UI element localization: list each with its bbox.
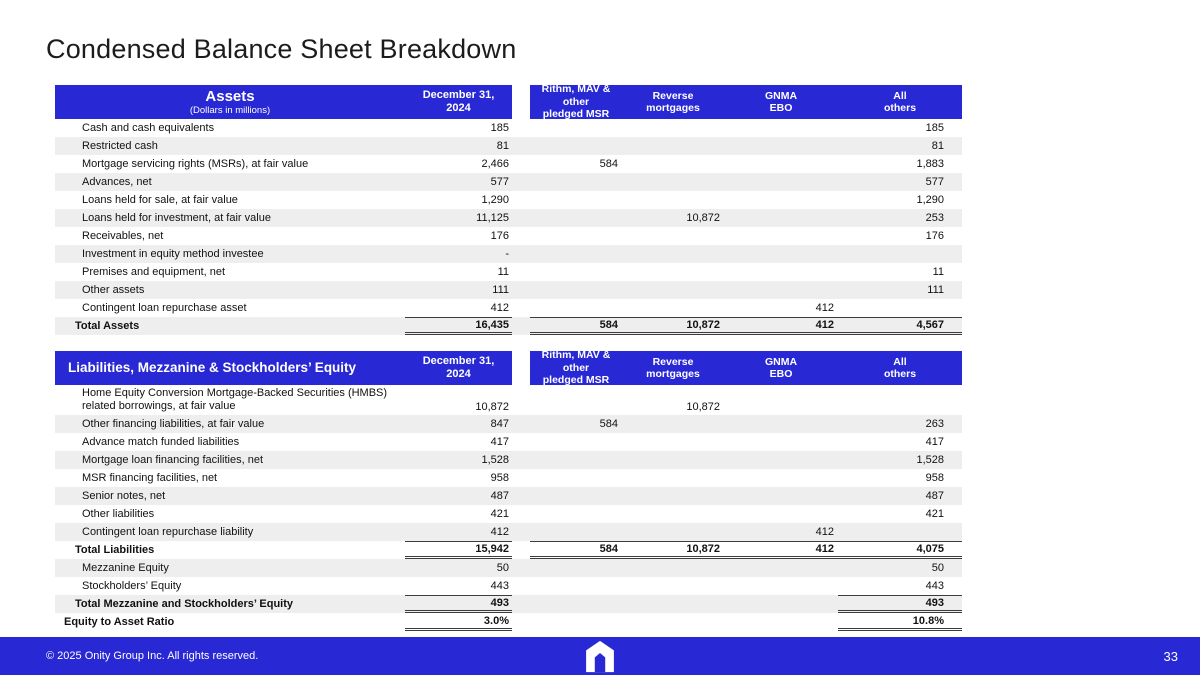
cell-value: 493 bbox=[838, 595, 962, 613]
cell-value bbox=[622, 433, 724, 451]
cell-value: 487 bbox=[925, 490, 944, 502]
cell-value: 185 bbox=[925, 122, 944, 134]
column-header-gnma-ebo bbox=[724, 351, 838, 385]
row-label: Total Mezzanine and Stockholders’ Equity bbox=[75, 597, 293, 610]
cell-value: 958 bbox=[925, 472, 944, 484]
cell-value bbox=[622, 415, 724, 433]
column-header-date bbox=[405, 85, 512, 119]
footer-bar bbox=[0, 637, 1200, 675]
row-label: Loans held for investment, at fair value bbox=[82, 211, 271, 224]
cell-value bbox=[530, 299, 622, 317]
cell-value: 10,872 bbox=[686, 212, 720, 224]
column-gap bbox=[512, 559, 530, 577]
liabilities-rows bbox=[55, 385, 962, 631]
column-gap bbox=[512, 245, 530, 263]
table-row bbox=[55, 451, 962, 469]
table-row bbox=[55, 415, 962, 433]
cell-value bbox=[622, 469, 724, 487]
cell-value: 10,872 bbox=[686, 401, 720, 413]
cell-value bbox=[724, 119, 838, 137]
cell-value bbox=[724, 385, 838, 415]
cell-value bbox=[838, 245, 962, 263]
cell-value: 417 bbox=[490, 436, 509, 448]
cell-value bbox=[530, 505, 622, 523]
cell-value bbox=[724, 451, 838, 469]
column-gap bbox=[512, 577, 530, 595]
table-row bbox=[55, 541, 962, 559]
cell-value bbox=[622, 155, 724, 173]
cell-value bbox=[622, 487, 724, 505]
row-label: Home Equity Conversion Mortgage-Backed Securities (HMBS) related borrowings, at fair value bbox=[82, 387, 388, 412]
row-label: Other assets bbox=[82, 283, 145, 296]
cell-value: 1,528 bbox=[481, 454, 509, 466]
column-header-text: All bbox=[893, 355, 907, 368]
liabilities-table-title: Liabilities, Mezzanine & Stockholders’ Equity bbox=[68, 360, 357, 376]
table-row bbox=[55, 245, 962, 263]
cell-value bbox=[724, 137, 838, 155]
column-header-text: EBO bbox=[769, 368, 793, 380]
row-label: Stockholders’ Equity bbox=[82, 579, 182, 592]
column-gap bbox=[512, 227, 530, 245]
cell-value: 584 bbox=[599, 418, 618, 430]
cell-value bbox=[622, 119, 724, 137]
column-gap bbox=[512, 209, 530, 227]
row-label: Total Assets bbox=[75, 319, 140, 332]
column-gap bbox=[512, 613, 530, 631]
table-row bbox=[55, 523, 962, 541]
cell-value bbox=[530, 209, 622, 227]
cell-value bbox=[724, 173, 838, 191]
cell-value bbox=[724, 433, 838, 451]
table-row bbox=[55, 281, 962, 299]
table-row bbox=[55, 487, 962, 505]
cell-value bbox=[530, 227, 622, 245]
cell-value: 10.8% bbox=[838, 613, 962, 631]
table-row bbox=[55, 385, 962, 415]
assets-rows bbox=[55, 119, 962, 335]
cell-value bbox=[622, 613, 724, 631]
row-label: Other liabilities bbox=[82, 507, 155, 520]
cell-value: 421 bbox=[490, 508, 509, 520]
cell-value: 4,075 bbox=[838, 541, 962, 559]
cell-value bbox=[622, 595, 724, 613]
liabilities-header-row bbox=[55, 351, 962, 385]
column-gap bbox=[512, 487, 530, 505]
cell-value bbox=[530, 577, 622, 595]
column-header-all-others bbox=[838, 351, 962, 385]
cell-value: 15,942 bbox=[405, 541, 512, 559]
column-header-text: GNMA bbox=[764, 355, 798, 368]
column-gap bbox=[512, 191, 530, 209]
column-header-text: mortgages bbox=[646, 102, 700, 114]
assets-header-row bbox=[55, 85, 962, 119]
cell-value bbox=[724, 281, 838, 299]
cell-value bbox=[838, 385, 962, 415]
cell-value: 11 bbox=[932, 266, 944, 278]
cell-value bbox=[724, 505, 838, 523]
cell-value bbox=[724, 209, 838, 227]
date-line2: 2024 bbox=[446, 368, 471, 380]
cell-value: 1,290 bbox=[481, 194, 509, 206]
column-header-pledged-msr bbox=[530, 351, 622, 385]
column-gap bbox=[512, 433, 530, 451]
cell-value bbox=[530, 119, 622, 137]
assets-table-title: Assets bbox=[205, 87, 255, 105]
cell-value: 412 bbox=[815, 302, 834, 314]
cell-value: 417 bbox=[925, 436, 944, 448]
cell-value bbox=[724, 227, 838, 245]
cell-value: 81 bbox=[931, 140, 944, 152]
cell-value bbox=[622, 191, 724, 209]
row-label: Premises and equipment, net bbox=[82, 265, 226, 278]
column-header-text: Rithm, MAV & other bbox=[541, 83, 611, 108]
column-gap bbox=[512, 281, 530, 299]
cell-value bbox=[530, 385, 622, 415]
cell-value: 421 bbox=[925, 508, 944, 520]
table-row bbox=[55, 577, 962, 595]
table-row bbox=[55, 209, 962, 227]
copyright-text: © 2025 Onity Group Inc. All rights reserved. bbox=[46, 650, 259, 662]
cell-value bbox=[622, 137, 724, 155]
column-header-text: Reverse bbox=[652, 355, 694, 368]
date-line1: December 31, bbox=[422, 355, 495, 368]
cell-value: 50 bbox=[931, 562, 944, 574]
cell-value bbox=[530, 281, 622, 299]
cell-value bbox=[530, 595, 622, 613]
cell-value: 443 bbox=[490, 580, 509, 592]
table-row bbox=[55, 433, 962, 451]
row-label: Loans held for sale, at fair value bbox=[82, 193, 238, 206]
cell-value bbox=[622, 245, 724, 263]
cell-value: 1,883 bbox=[916, 158, 944, 170]
cell-value bbox=[530, 523, 622, 541]
cell-value: 11 bbox=[497, 266, 509, 278]
cell-value: 412 bbox=[724, 317, 838, 335]
row-label: Cash and cash equivalents bbox=[82, 121, 215, 134]
cell-value: 263 bbox=[925, 418, 944, 430]
table-row bbox=[55, 263, 962, 281]
date-line1: December 31, bbox=[422, 89, 495, 102]
assets-table-subtitle: (Dollars in millions) bbox=[189, 105, 271, 117]
cell-value bbox=[724, 559, 838, 577]
table-row bbox=[55, 137, 962, 155]
cell-value: 1,528 bbox=[916, 454, 944, 466]
cell-value: 50 bbox=[496, 562, 509, 574]
cell-value bbox=[530, 559, 622, 577]
cell-value bbox=[724, 469, 838, 487]
header-gap bbox=[512, 85, 530, 119]
cell-value bbox=[724, 415, 838, 433]
table-row bbox=[55, 191, 962, 209]
column-gap bbox=[512, 299, 530, 317]
liabilities-header-title-cell bbox=[55, 351, 405, 385]
cell-value bbox=[622, 559, 724, 577]
column-gap bbox=[512, 595, 530, 613]
cell-value: 847 bbox=[490, 418, 509, 430]
cell-value bbox=[530, 137, 622, 155]
column-gap bbox=[512, 415, 530, 433]
cell-value bbox=[724, 487, 838, 505]
cell-value: 4,567 bbox=[838, 317, 962, 335]
row-label: Advances, net bbox=[82, 175, 152, 188]
header-gap bbox=[512, 351, 530, 385]
row-label: Equity to Asset Ratio bbox=[64, 615, 175, 628]
cell-value: 412 bbox=[490, 526, 509, 538]
cell-value bbox=[622, 227, 724, 245]
column-header-text: Rithm, MAV & other bbox=[541, 349, 611, 374]
cell-value: 10,872 bbox=[475, 401, 509, 413]
cell-value: 185 bbox=[490, 122, 509, 134]
liabilities-table bbox=[55, 351, 962, 631]
table-row bbox=[55, 227, 962, 245]
column-gap bbox=[512, 523, 530, 541]
column-header-reverse-mortgages bbox=[622, 85, 724, 119]
cell-value: 584 bbox=[530, 317, 622, 335]
cell-value bbox=[622, 299, 724, 317]
column-gap bbox=[512, 541, 530, 559]
cell-value bbox=[530, 173, 622, 191]
cell-value: 176 bbox=[925, 230, 944, 242]
row-label: Senior notes, net bbox=[82, 489, 166, 502]
column-header-all-others bbox=[838, 85, 962, 119]
cell-value: - bbox=[505, 248, 509, 260]
row-label: Contingent loan repurchase liability bbox=[82, 525, 254, 538]
cell-value bbox=[622, 173, 724, 191]
column-header-text: pledged MSR bbox=[542, 108, 610, 121]
cell-value: 253 bbox=[925, 212, 944, 224]
column-header-text: mortgages bbox=[646, 368, 700, 380]
column-gap bbox=[512, 385, 530, 415]
cell-value: 10,872 bbox=[622, 541, 724, 559]
cell-value: 3.0% bbox=[405, 613, 512, 631]
cell-value: 577 bbox=[925, 176, 944, 188]
cell-value bbox=[530, 433, 622, 451]
row-label: Receivables, net bbox=[82, 229, 164, 242]
cell-value bbox=[530, 613, 622, 631]
row-label: Total Liabilities bbox=[75, 543, 155, 556]
column-header-text: GNMA bbox=[764, 89, 798, 102]
date-line2: 2024 bbox=[446, 102, 471, 114]
cell-value: 412 bbox=[815, 526, 834, 538]
column-gap bbox=[512, 137, 530, 155]
cell-value: 11,125 bbox=[476, 212, 509, 224]
table-row bbox=[55, 173, 962, 191]
column-header-text: All bbox=[893, 89, 907, 102]
row-label: MSR financing facilities, net bbox=[82, 471, 218, 484]
page-title: Condensed Balance Sheet Breakdown bbox=[46, 34, 517, 64]
cell-value: 111 bbox=[927, 284, 944, 296]
cell-value bbox=[530, 451, 622, 469]
cell-value: 443 bbox=[925, 580, 944, 592]
cell-value: 81 bbox=[496, 140, 509, 152]
column-gap bbox=[512, 317, 530, 335]
cell-value bbox=[622, 451, 724, 469]
assets-header-title-cell bbox=[55, 85, 405, 119]
table-row bbox=[55, 469, 962, 487]
cell-value bbox=[530, 469, 622, 487]
column-header-gnma-ebo bbox=[724, 85, 838, 119]
row-label: Other financing liabilities, at fair value bbox=[82, 417, 265, 430]
row-label: Advance match funded liabilities bbox=[82, 435, 240, 448]
cell-value bbox=[622, 263, 724, 281]
cell-value bbox=[724, 613, 838, 631]
cell-value bbox=[724, 245, 838, 263]
cell-value bbox=[530, 263, 622, 281]
assets-table bbox=[55, 85, 962, 335]
cell-value bbox=[724, 595, 838, 613]
cell-value bbox=[622, 281, 724, 299]
cell-value bbox=[724, 577, 838, 595]
cell-value: 958 bbox=[490, 472, 509, 484]
table-row bbox=[55, 559, 962, 577]
table-row bbox=[55, 155, 962, 173]
column-header-pledged-msr bbox=[530, 85, 622, 119]
column-gap bbox=[512, 505, 530, 523]
cell-value bbox=[838, 523, 962, 541]
column-header-text: Reverse bbox=[652, 89, 694, 102]
cell-value: 10,872 bbox=[622, 317, 724, 335]
table-row bbox=[55, 595, 962, 613]
table-row bbox=[55, 299, 962, 317]
cell-value: 2,466 bbox=[481, 158, 509, 170]
row-label: Contingent loan repurchase asset bbox=[82, 301, 247, 314]
cell-value: 412 bbox=[490, 302, 509, 314]
column-header-text: pledged MSR bbox=[542, 374, 610, 387]
column-header-date bbox=[405, 351, 512, 385]
cell-value: 176 bbox=[490, 230, 509, 242]
cell-value: 16,435 bbox=[405, 317, 512, 335]
table-row bbox=[55, 505, 962, 523]
row-label: Mortgage servicing rights (MSRs), at fair value bbox=[82, 157, 309, 170]
cell-value bbox=[724, 263, 838, 281]
column-gap bbox=[512, 263, 530, 281]
cell-value: 577 bbox=[490, 176, 509, 188]
cell-value bbox=[724, 191, 838, 209]
cell-value bbox=[622, 577, 724, 595]
cell-value: 584 bbox=[599, 158, 618, 170]
row-label: Restricted cash bbox=[82, 139, 158, 152]
column-header-reverse-mortgages bbox=[622, 351, 724, 385]
column-gap bbox=[512, 469, 530, 487]
column-header-text: others bbox=[883, 368, 917, 380]
cell-value: 1,290 bbox=[916, 194, 944, 206]
cell-value: 493 bbox=[405, 595, 512, 613]
cell-value bbox=[622, 523, 724, 541]
cell-value bbox=[530, 487, 622, 505]
cell-value bbox=[724, 155, 838, 173]
row-label: Mezzanine Equity bbox=[82, 561, 169, 574]
column-gap bbox=[512, 451, 530, 469]
onity-logo-icon bbox=[585, 640, 615, 673]
cell-value: 412 bbox=[724, 541, 838, 559]
cell-value: 487 bbox=[490, 490, 509, 502]
cell-value: 584 bbox=[530, 541, 622, 559]
cell-value bbox=[530, 191, 622, 209]
table-row bbox=[55, 119, 962, 137]
cell-value bbox=[530, 245, 622, 263]
column-header-text: others bbox=[883, 102, 917, 114]
cell-value bbox=[622, 505, 724, 523]
cell-value: 111 bbox=[492, 284, 509, 296]
column-gap bbox=[512, 173, 530, 191]
row-label: Mortgage loan financing facilities, net bbox=[82, 453, 263, 466]
row-label: Investment in equity method investee bbox=[82, 247, 264, 260]
column-header-text: EBO bbox=[769, 102, 793, 114]
column-gap bbox=[512, 119, 530, 137]
page-number: 33 bbox=[1163, 648, 1178, 664]
column-gap bbox=[512, 155, 530, 173]
cell-value bbox=[838, 299, 962, 317]
table-row bbox=[55, 317, 962, 335]
table-row bbox=[55, 613, 962, 631]
